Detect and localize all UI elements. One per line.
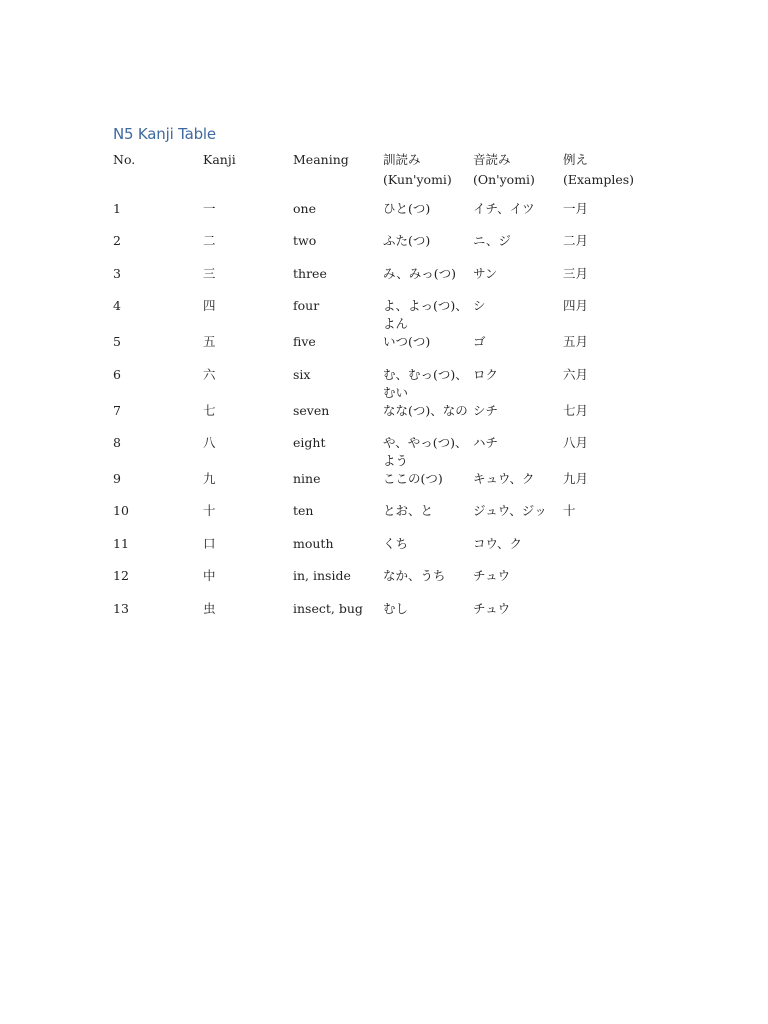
cell-kunyomi: み、みっ(つ) [383, 265, 457, 281]
cell-meaning: nine [293, 470, 321, 486]
header-examples [563, 150, 653, 200]
table-row [113, 535, 653, 567]
cell-kanji: 六 [203, 366, 216, 382]
cell-onyomi: シ [473, 298, 486, 314]
cell-meaning: in, inside [293, 568, 351, 584]
cell-onyomi: コウ、ク [473, 535, 523, 551]
cell-no: 11 [113, 535, 129, 551]
table-body [113, 200, 653, 632]
table-row [113, 366, 653, 402]
cell-no: 1 [113, 201, 121, 216]
cell-kanji: 九 [203, 470, 216, 486]
cell-kunyomi: なな(つ)、なの [383, 402, 468, 418]
cell-kanji: 虫 [203, 600, 216, 616]
header-kunyomi [383, 150, 473, 200]
cell-meaning: two [293, 233, 317, 249]
cell-kunyomi: むし [383, 600, 409, 616]
cell-meaning: ten [293, 503, 314, 519]
cell-example: 九月 [563, 470, 589, 486]
table-row [113, 265, 653, 297]
table-row [113, 470, 653, 502]
table-row [113, 232, 653, 264]
cell-kanji: 七 [203, 402, 216, 418]
cell-kunyomi: くち [383, 535, 409, 551]
table-header-row [113, 150, 653, 200]
cell-onyomi: チュウ [473, 568, 511, 584]
header-examples-en: (Examples) [563, 172, 635, 187]
cell-kunyomi: とお、と [383, 503, 434, 519]
cell-onyomi: ロク [473, 366, 499, 382]
cell-example [563, 600, 653, 632]
table-row [113, 402, 653, 434]
header-onyomi-jp: 音読み [473, 152, 511, 167]
cell-no: 4 [113, 298, 121, 314]
cell-no: 10 [113, 503, 129, 519]
cell-no: 3 [113, 265, 121, 281]
cell-kunyomi: ここの(つ) [383, 470, 443, 486]
table-row [113, 502, 653, 534]
cell-meaning: three [293, 265, 327, 281]
table-row [113, 200, 653, 232]
cell-kanji: 四 [203, 298, 216, 314]
cell-onyomi: ジュウ、ジッ [473, 503, 547, 519]
header-onyomi [473, 150, 563, 200]
cell-meaning: six [293, 366, 311, 382]
table-row [113, 434, 653, 470]
cell-kunyomi: や、やっ(つ)、よう [383, 434, 468, 468]
cell-no: 9 [113, 470, 121, 486]
table-row [113, 567, 653, 599]
cell-onyomi: チュウ [473, 600, 511, 616]
header-examples-jp: 例え [563, 152, 589, 167]
cell-no: 12 [113, 568, 129, 584]
header-kunyomi-jp: 訓読み [383, 152, 421, 167]
cell-onyomi: イチ、イツ [473, 201, 535, 216]
cell-meaning: one [293, 201, 316, 216]
table-row [113, 600, 653, 632]
cell-onyomi: ゴ [473, 334, 486, 350]
cell-example: 一月 [563, 201, 589, 216]
cell-kanji: 三 [203, 265, 216, 281]
cell-meaning: insect, bug [293, 600, 363, 616]
cell-kanji: 二 [203, 233, 216, 249]
cell-no: 6 [113, 366, 121, 382]
cell-onyomi: ニ、ジ [473, 233, 511, 249]
cell-kunyomi: ふた(つ) [383, 233, 431, 249]
cell-kanji: 一 [203, 201, 216, 216]
cell-kunyomi: なか、うち [383, 568, 446, 584]
cell-no: 8 [113, 434, 121, 450]
header-onyomi-en: (On'yomi) [473, 172, 535, 187]
cell-no: 7 [113, 402, 121, 418]
cell-kunyomi: ひと(つ) [383, 201, 431, 216]
header-meaning: Meaning [293, 152, 349, 167]
cell-no: 13 [113, 600, 129, 616]
cell-no: 5 [113, 334, 121, 350]
cell-meaning: five [293, 334, 316, 350]
cell-kunyomi: む、むっ(つ)、むい [383, 366, 468, 400]
cell-kanji: 口 [203, 535, 216, 551]
cell-example: 八月 [563, 434, 589, 450]
table-row [113, 333, 653, 365]
header-no: No. [113, 152, 136, 167]
cell-example: 七月 [563, 402, 589, 418]
cell-meaning: eight [293, 434, 326, 450]
cell-no: 2 [113, 233, 121, 249]
cell-kanji: 中 [203, 568, 216, 584]
cell-example [563, 535, 653, 567]
cell-example: 二月 [563, 233, 589, 249]
cell-example: 五月 [563, 334, 589, 350]
cell-example: 四月 [563, 298, 589, 314]
cell-onyomi: ハチ [473, 434, 499, 450]
cell-onyomi: シチ [473, 402, 499, 418]
cell-meaning: four [293, 298, 320, 314]
cell-kanji: 五 [203, 334, 216, 350]
header-kunyomi-en: (Kun'yomi) [383, 172, 452, 187]
cell-meaning: seven [293, 402, 330, 418]
kanji-table [113, 150, 653, 632]
cell-kunyomi: よ、よっ(つ)、よん [383, 298, 468, 332]
cell-onyomi: キュウ、ク [473, 470, 535, 486]
header-kanji: Kanji [203, 152, 236, 167]
table-row [113, 297, 653, 333]
document-title: N5 Kanji Table [113, 125, 216, 143]
cell-meaning: mouth [293, 535, 334, 551]
cell-onyomi: サン [473, 265, 498, 281]
cell-kunyomi: いつ(つ) [383, 334, 431, 350]
cell-example: 六月 [563, 366, 589, 382]
cell-kanji: 八 [203, 434, 216, 450]
cell-example [563, 567, 653, 599]
cell-example: 三月 [563, 265, 589, 281]
cell-kanji: 十 [203, 503, 216, 519]
cell-example: 十 [563, 503, 576, 519]
